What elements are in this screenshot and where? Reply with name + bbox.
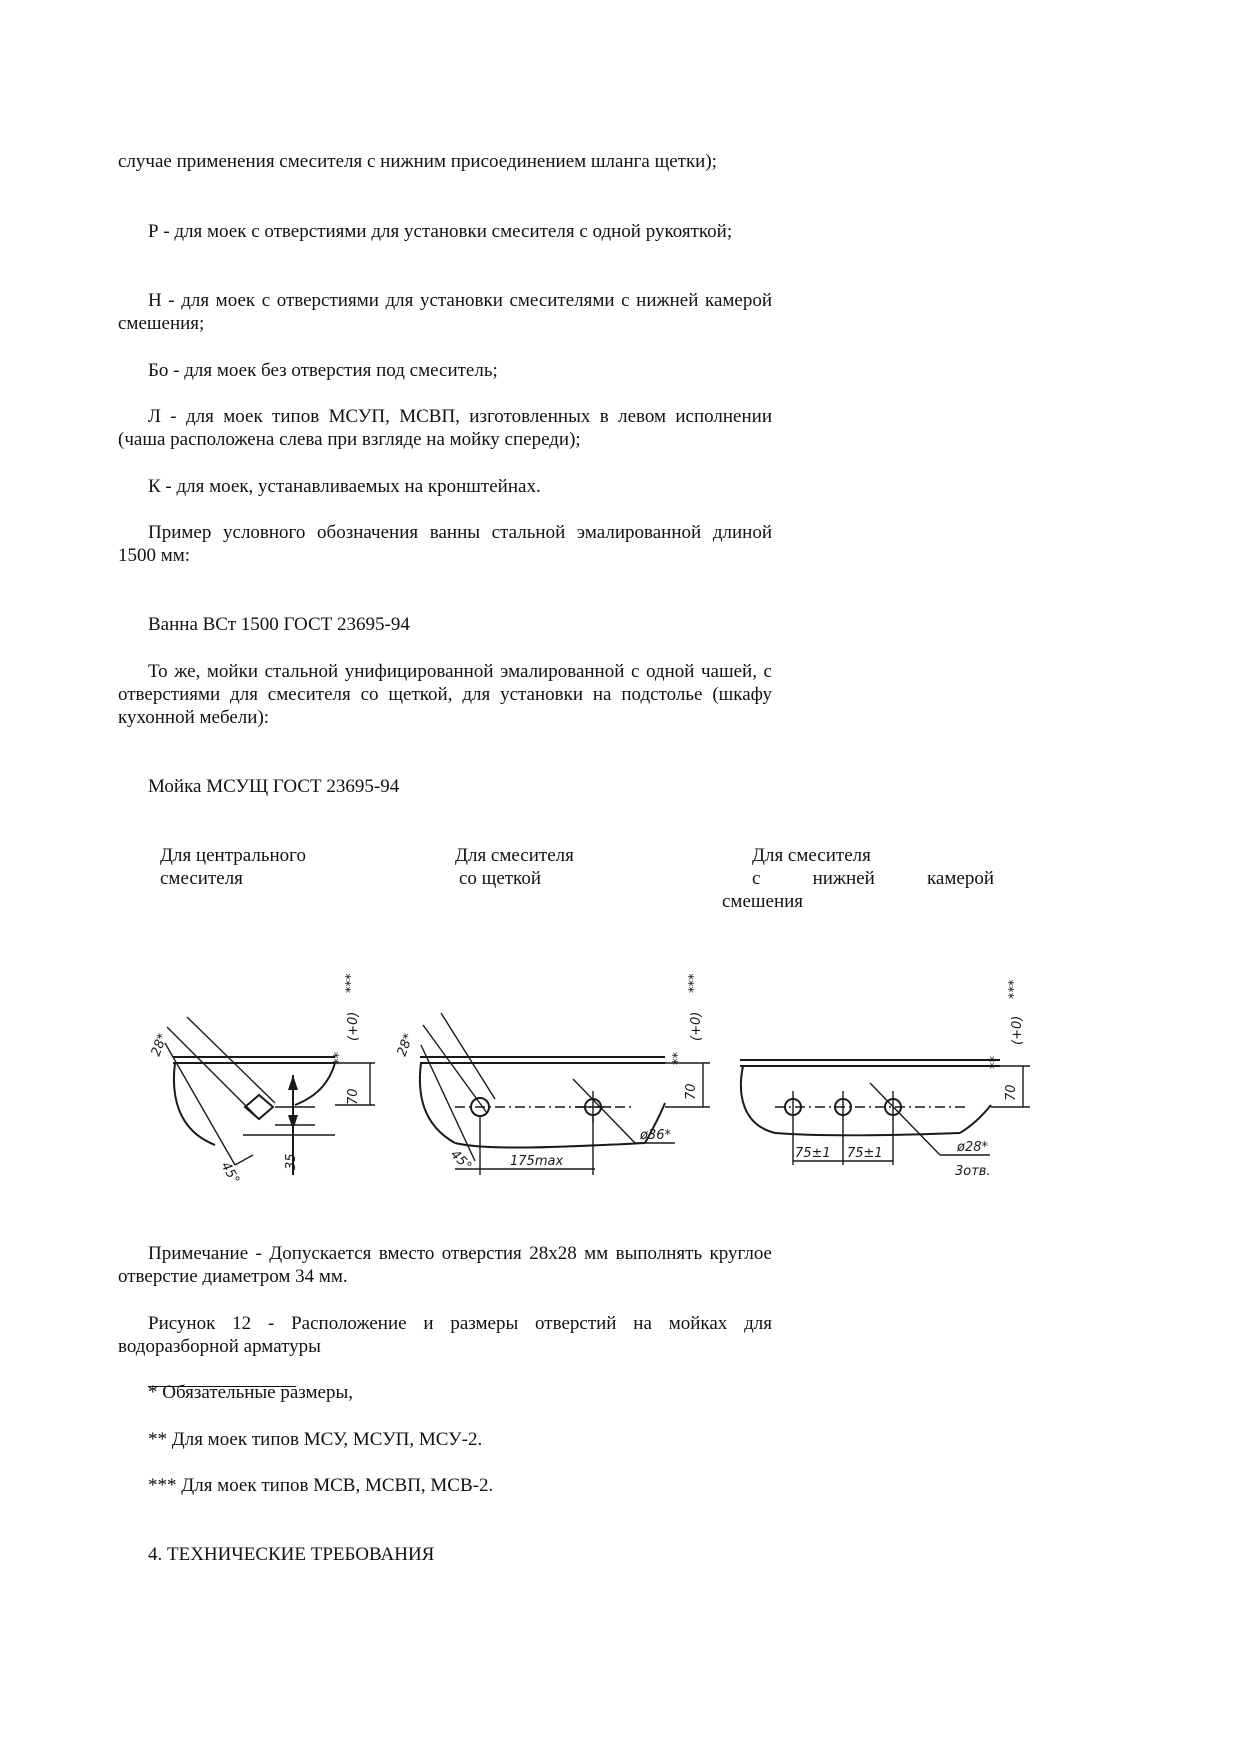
d2-dim-diameter: ø36* (640, 1128, 671, 1143)
square-hole-mark (245, 1095, 273, 1119)
paragraph-6: К - для моек, устанавливаемых на кронштейнах. (148, 476, 541, 497)
d3-dim-diameter: ø28* (957, 1140, 988, 1155)
d1-stars-a: *** (344, 973, 359, 993)
sink-holes-drawing (125, 965, 1045, 1205)
d1-dim-45: 45° (217, 1159, 243, 1187)
footnote-1: * Обязательные размеры, (148, 1382, 353, 1403)
d2-dim-28: 28* (394, 1031, 417, 1059)
drawing-central-mixer (149, 973, 375, 1187)
caption-central-mixer: Для центрального смесителя (160, 845, 306, 889)
drawing-lower-chamber-mixer (740, 979, 1030, 1179)
d1-dim-plus0: (+0) (346, 1011, 361, 1041)
d3-stars-a: *** (1007, 979, 1022, 999)
d2-dim-70: 70 (684, 1083, 699, 1100)
d2-stars-a: *** (687, 973, 702, 993)
designation-example-1: Ванна ВСт 1500 ГОСТ 23695-94 (148, 614, 410, 635)
paragraph-2: Р - для моек с отверстиями для установки смесителя с одной рукояткой; (148, 221, 733, 242)
paragraph-7: Пример условного обозначения ванны стальной эмалированной длиной 1500 мм: (118, 522, 772, 566)
d1-dim-28: 28* (148, 1031, 171, 1059)
d3-holes-count: 3отв. (955, 1164, 991, 1179)
d3-dim-70: 70 (1004, 1084, 1019, 1101)
d3-dim-75-b: 75±1 (847, 1146, 883, 1161)
paragraph-1: случае применения смесителя с нижним присоединением шланга щетки); (118, 151, 717, 172)
footnote-3: *** Для моек типов МСВ, МСВП, МСВ-2. (148, 1475, 494, 1496)
paragraph-4: Бо - для моек без отверстия под смеситель; (148, 360, 498, 381)
d3-dim-75-a: 75±1 (795, 1146, 831, 1161)
d2-stars-b: ** (671, 1052, 686, 1065)
d2-dim-45: 45° (447, 1147, 475, 1175)
figure-title: Рисунок 12 - Расположение и размеры отверстий на мойках для водоразборной арматуры (118, 1313, 772, 1357)
d2-dim-175max: 175max (510, 1154, 564, 1169)
designation-example-2: Мойка МСУЩ ГОСТ 23695-94 (148, 776, 400, 797)
section-heading: 4. ТЕХНИЧЕСКИЕ ТРЕБОВАНИЯ (148, 1544, 435, 1565)
caption-lower-chamber-mixer: Для смесителя с нижней камерой смешения (722, 845, 994, 912)
d1-dim-35: 35 (284, 1153, 299, 1170)
d1-dim-70: 70 (346, 1088, 361, 1105)
note-paragraph: Примечание - Допускается вместо отверстия 28х28 мм выполнять круглое отверстие диаметром 34 мм. (118, 1243, 772, 1287)
d3-dim-plus0: (+0) (1010, 1015, 1025, 1045)
d3-stars-b: ** (988, 1056, 1003, 1069)
d2-dim-plus0: (+0) (689, 1011, 704, 1041)
paragraph-3: Н - для моек с отверстиями для установки смесителями с нижней камерой смешения; (118, 290, 772, 334)
paragraph-9: То же, мойки стальной унифицированной эмалированной с одной чашей, с отверстиями для смесителя со щеткой, для установки на подстолье (шкафу кухонной мебели): (118, 661, 772, 728)
paragraph-5: Л - для моек типов МСУП, МСВП, изготовленных в левом исполнении (чаша расположена слева при взгляде на мойку спереди); (118, 406, 772, 450)
drawing-brush-mixer (395, 973, 710, 1175)
caption-brush-mixer: Для смесителя со щеткой (455, 845, 574, 889)
footnote-2: ** Для моек типов МСУ, МСУП, МСУ-2. (148, 1429, 483, 1450)
d1-stars-b: ** (332, 1052, 347, 1065)
